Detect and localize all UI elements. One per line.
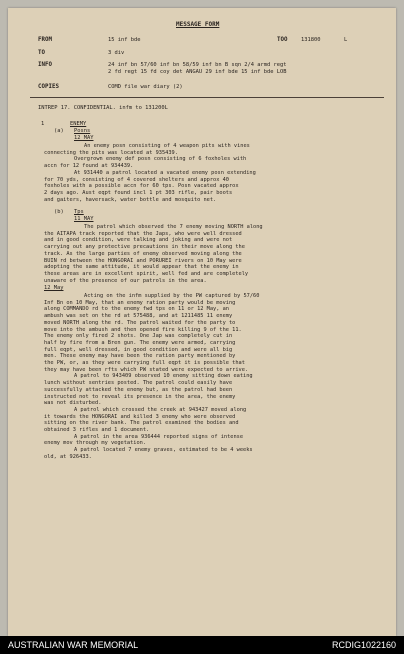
text-line: unaware of the presence of our patrols in the area.: [44, 277, 207, 284]
text-line: instructed not to reveal its presence in the area, the enemy: [44, 393, 236, 400]
from-label: FROM: [38, 37, 52, 43]
from-value: 15 inf bde: [108, 37, 141, 43]
text-line: sitting on the river bank. The patrol examined the bodies and: [44, 420, 239, 427]
text-line: A patrol located 7 enemy graves, estimated to be 4 weeks: [74, 447, 253, 454]
text-line: full eqpt, well dressed, in good condition and were all big: [44, 346, 233, 353]
text-line: and in good condition, were talking and joking and were not: [44, 237, 233, 244]
text-line: old, at 926433.: [44, 453, 92, 460]
too-label: TOO: [277, 37, 288, 43]
info-line: 24 inf bn 57/60 inf bn 58/59 inf bn B sqn 2/4 armd regt: [108, 62, 287, 68]
text-line: the AITAPA track reported that the Japs, who were well dressed: [44, 230, 242, 237]
text-line: carrying out any protective precautions in their move along the: [44, 244, 245, 251]
part-a-heading: Posns: [74, 128, 91, 134]
part-a-text: [44, 143, 389, 203]
info-label: INFO: [38, 62, 52, 68]
text-line: The patrol which observed the 7 enemy moving NORTH along: [84, 224, 263, 230]
text-line: for 70 yds, consisting of 4 covered shelters and approx 40: [44, 176, 229, 183]
text-line: the PW, or, as they were carrying full eqpt it is possible that: [44, 360, 245, 367]
footer-institution: AUSTRALIAN WAR MEMORIAL: [8, 640, 139, 650]
text-line: enemy mov through my vegetation.: [44, 440, 147, 447]
too-suffix: L: [344, 37, 348, 43]
text-line: it towards the HONGORAI and killed 3 enemy who were observed: [44, 413, 236, 420]
text-line: and gaiters, haversack, water bottle and mosquito net.: [44, 196, 217, 203]
form-title: MESSAGE FORM: [176, 21, 220, 28]
text-line: these areas are in excellent spirit, well fed and are completely: [44, 270, 249, 277]
part-a-date: 12 MAY: [74, 135, 94, 141]
text-line: connecting the pits was located at 935439.: [44, 149, 178, 156]
text-line: accn for 12 found at 934439.: [44, 163, 134, 170]
text-line: Inf Bn on 10 May, that an enemy ration party would be moving: [44, 299, 236, 306]
text-line: men. These enemy may have been the ration party mentioned by: [44, 353, 236, 360]
text-line: ambush was set on the rd at 575488, and at 1211485 11 enemy: [44, 313, 233, 320]
to-value: 3 div: [108, 50, 125, 56]
text-line: successfully attacked the enemy but, as the patrol had been: [44, 386, 233, 393]
part-b-date-2: 12 May: [44, 285, 64, 291]
text-line: A patrol in the area 936444 reported signs of intense: [74, 433, 244, 440]
text-line: obtained 3 rifles and 1 document.: [44, 427, 150, 434]
text-line: moved NORTH along the rd. The patrol waited for the party to: [44, 319, 236, 326]
part-b-label: (b): [54, 209, 64, 215]
section-number: 1: [41, 121, 45, 127]
text-line: lunch without sentries posted. The patrol could easily have: [44, 380, 233, 387]
text-line: along COMMANDO rd to the enemy fwd tps on 11 or 12 May, an: [44, 306, 229, 313]
part-b-text-1: [44, 224, 389, 284]
text-line: adopting the same attitude, it would appear that the enemy in: [44, 264, 239, 271]
text-line: A patrol to 943409 observed 10 enemy sitting down eating: [74, 373, 253, 380]
info-line: 2 fd regt 15 fd coy det ANGAU 29 inf bde 15 inf bde LOB: [108, 69, 287, 75]
to-label: TO: [38, 50, 45, 56]
document-page: [8, 8, 396, 636]
intrep-line: INTREP 17. CONFIDENTIAL. infm to 131200L: [38, 105, 168, 111]
text-line: An enemy posn consisting of 4 weapon pits with vines: [84, 143, 250, 149]
part-b-text-2: [44, 293, 389, 461]
divider: [30, 97, 384, 98]
section-title: ENEMY: [70, 121, 87, 127]
text-line: foxholes with a possible accn for 60 tps. Posn vacated approx: [44, 183, 239, 190]
text-line: 2 days ago. Aust eqpt found incl 1 pt 303 rifle, pair boots: [44, 189, 233, 196]
text-line: move into the ambush and then opened fire killing 9 of the 11.: [44, 326, 242, 333]
text-line: BUIN rd between the HONGORAI and PORUREI rivers on 10 May were: [44, 257, 242, 264]
text-line: At 931440 a patrol located a vacated enemy posn extending: [74, 169, 256, 176]
copies-label: COPIES: [38, 84, 59, 90]
text-line: Acting on the infm supplied by the PW captured by 57/60: [84, 293, 260, 299]
part-b-date-1: 11 MAY: [74, 216, 94, 222]
text-line: track. As the large parties of enemy observed moving along the: [44, 250, 242, 257]
copies-value: COMD file war diary (2): [108, 84, 183, 90]
part-b-heading: Tps: [74, 209, 84, 215]
archive-footer: [0, 636, 404, 654]
part-a-label: (a): [54, 128, 64, 134]
too-value: 131800: [301, 37, 321, 43]
text-line: half by fire from a Bren gun. The enemy were armed, carrying: [44, 339, 236, 346]
text-line: they may have been rfts which PW stated were expected to arrive.: [44, 366, 249, 373]
footer-reference: RCDIG1022160: [331, 640, 396, 650]
text-line: The enemy only fired 2 shots. One Jap was completely cut in: [44, 333, 233, 340]
text-line: was not disturbed.: [44, 400, 102, 407]
text-line: Overgrown enemy def posn consisting of 6 foxholes with: [74, 156, 247, 163]
text-line: A patrol which crossed the creek at 943427 moved along: [74, 406, 247, 413]
